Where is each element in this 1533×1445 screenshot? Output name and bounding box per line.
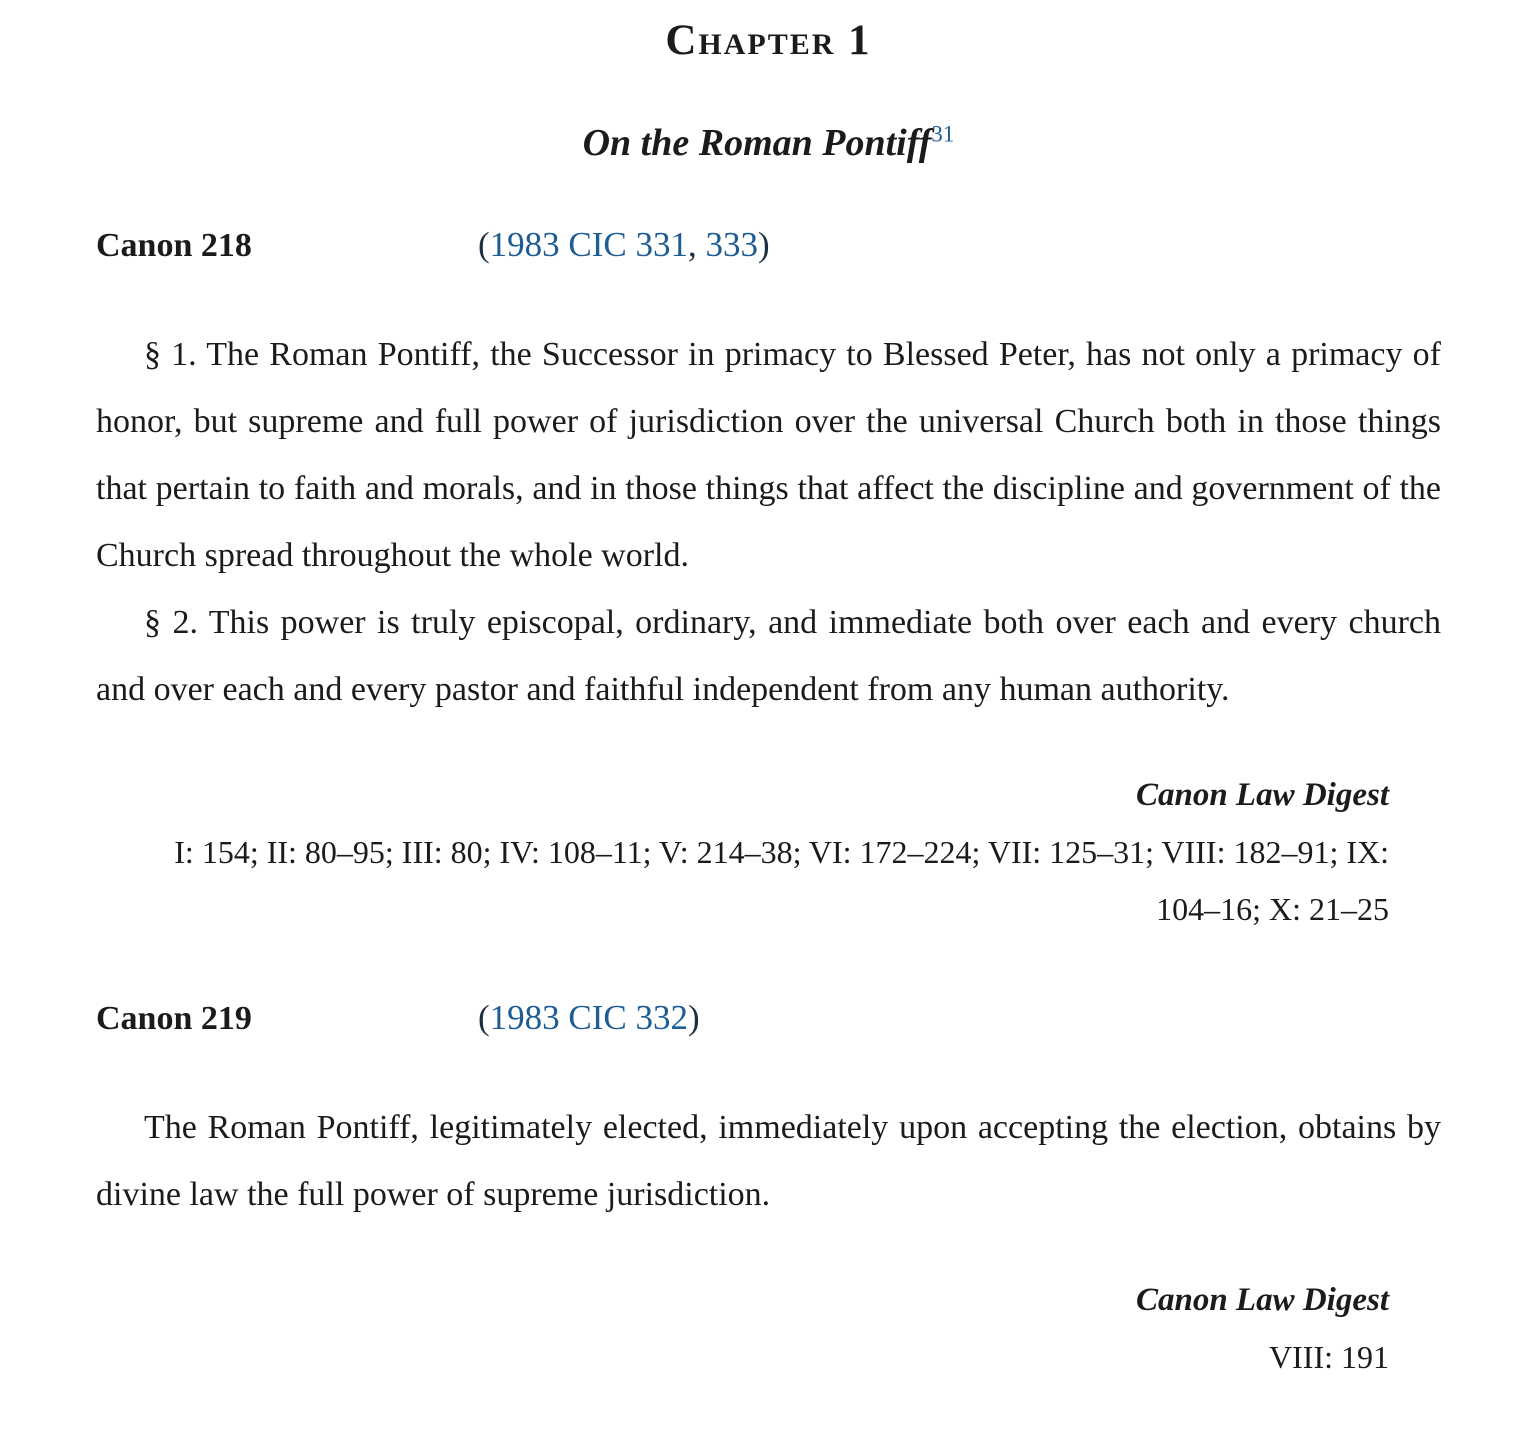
canon-218-heading — [96, 225, 1441, 265]
canon-218-reference — [478, 225, 770, 265]
section-title — [96, 121, 1441, 165]
footnote-ref-31[interactable]: 31 — [931, 121, 955, 147]
canon-219-heading — [96, 998, 1441, 1038]
canon-218-paragraph-2: § 2. This power is truly episcopal, ordinary, and immediate both over each and every church and over each and every pastor and faithful independent from any human authority. — [96, 604, 1441, 708]
paren-open: ( — [478, 225, 490, 264]
ref-link-333[interactable]: 333 — [705, 225, 759, 264]
paren-close: ) — [758, 225, 770, 264]
canon-law-digest-label-218: Canon Law Digest — [1135, 777, 1389, 813]
ref-separator: , — [688, 225, 706, 264]
section-title-text: On the Roman Pontiff — [582, 122, 932, 164]
paren-close: ) — [688, 998, 700, 1037]
paren-open: ( — [478, 998, 490, 1037]
canon-219-label: Canon 219 — [96, 1000, 252, 1037]
canon-218-digest-citations: I: 154; II: 80–95; III: 80; IV: 108–11; V: 214–38; VI: 172–224; VII: 125–31; VIII: 182–91; IX: 104–16; X: 21–25 — [174, 834, 1389, 927]
ref-link-1983-cic-331[interactable]: 1983 CIC 331 — [489, 225, 689, 264]
ref-link-1983-cic-332[interactable]: 1983 CIC 332 — [489, 998, 689, 1037]
canon-219-paragraph: The Roman Pontiff, legitimately elected, immediately upon accepting the election, obtains by divine law the full power of supreme jurisdiction. — [96, 1109, 1441, 1213]
canon-219-digest-citations: VIII: 191 — [1269, 1339, 1389, 1375]
canon-218-label: Canon 218 — [96, 227, 252, 264]
chapter-heading: Chapter 1 — [665, 17, 872, 64]
canon-219-reference — [478, 998, 700, 1038]
canon-218-paragraph-1: § 1. The Roman Pontiff, the Successor in primacy to Blessed Peter, has not only a primacy of honor, but supreme and full power of jurisdiction over the universal Church both in those things that pertain to faith and morals, and in those things that affect the discipline and government of the Church spread throughout the whole world. — [96, 336, 1441, 574]
canon-law-digest-label-219: Canon Law Digest — [1135, 1282, 1389, 1318]
